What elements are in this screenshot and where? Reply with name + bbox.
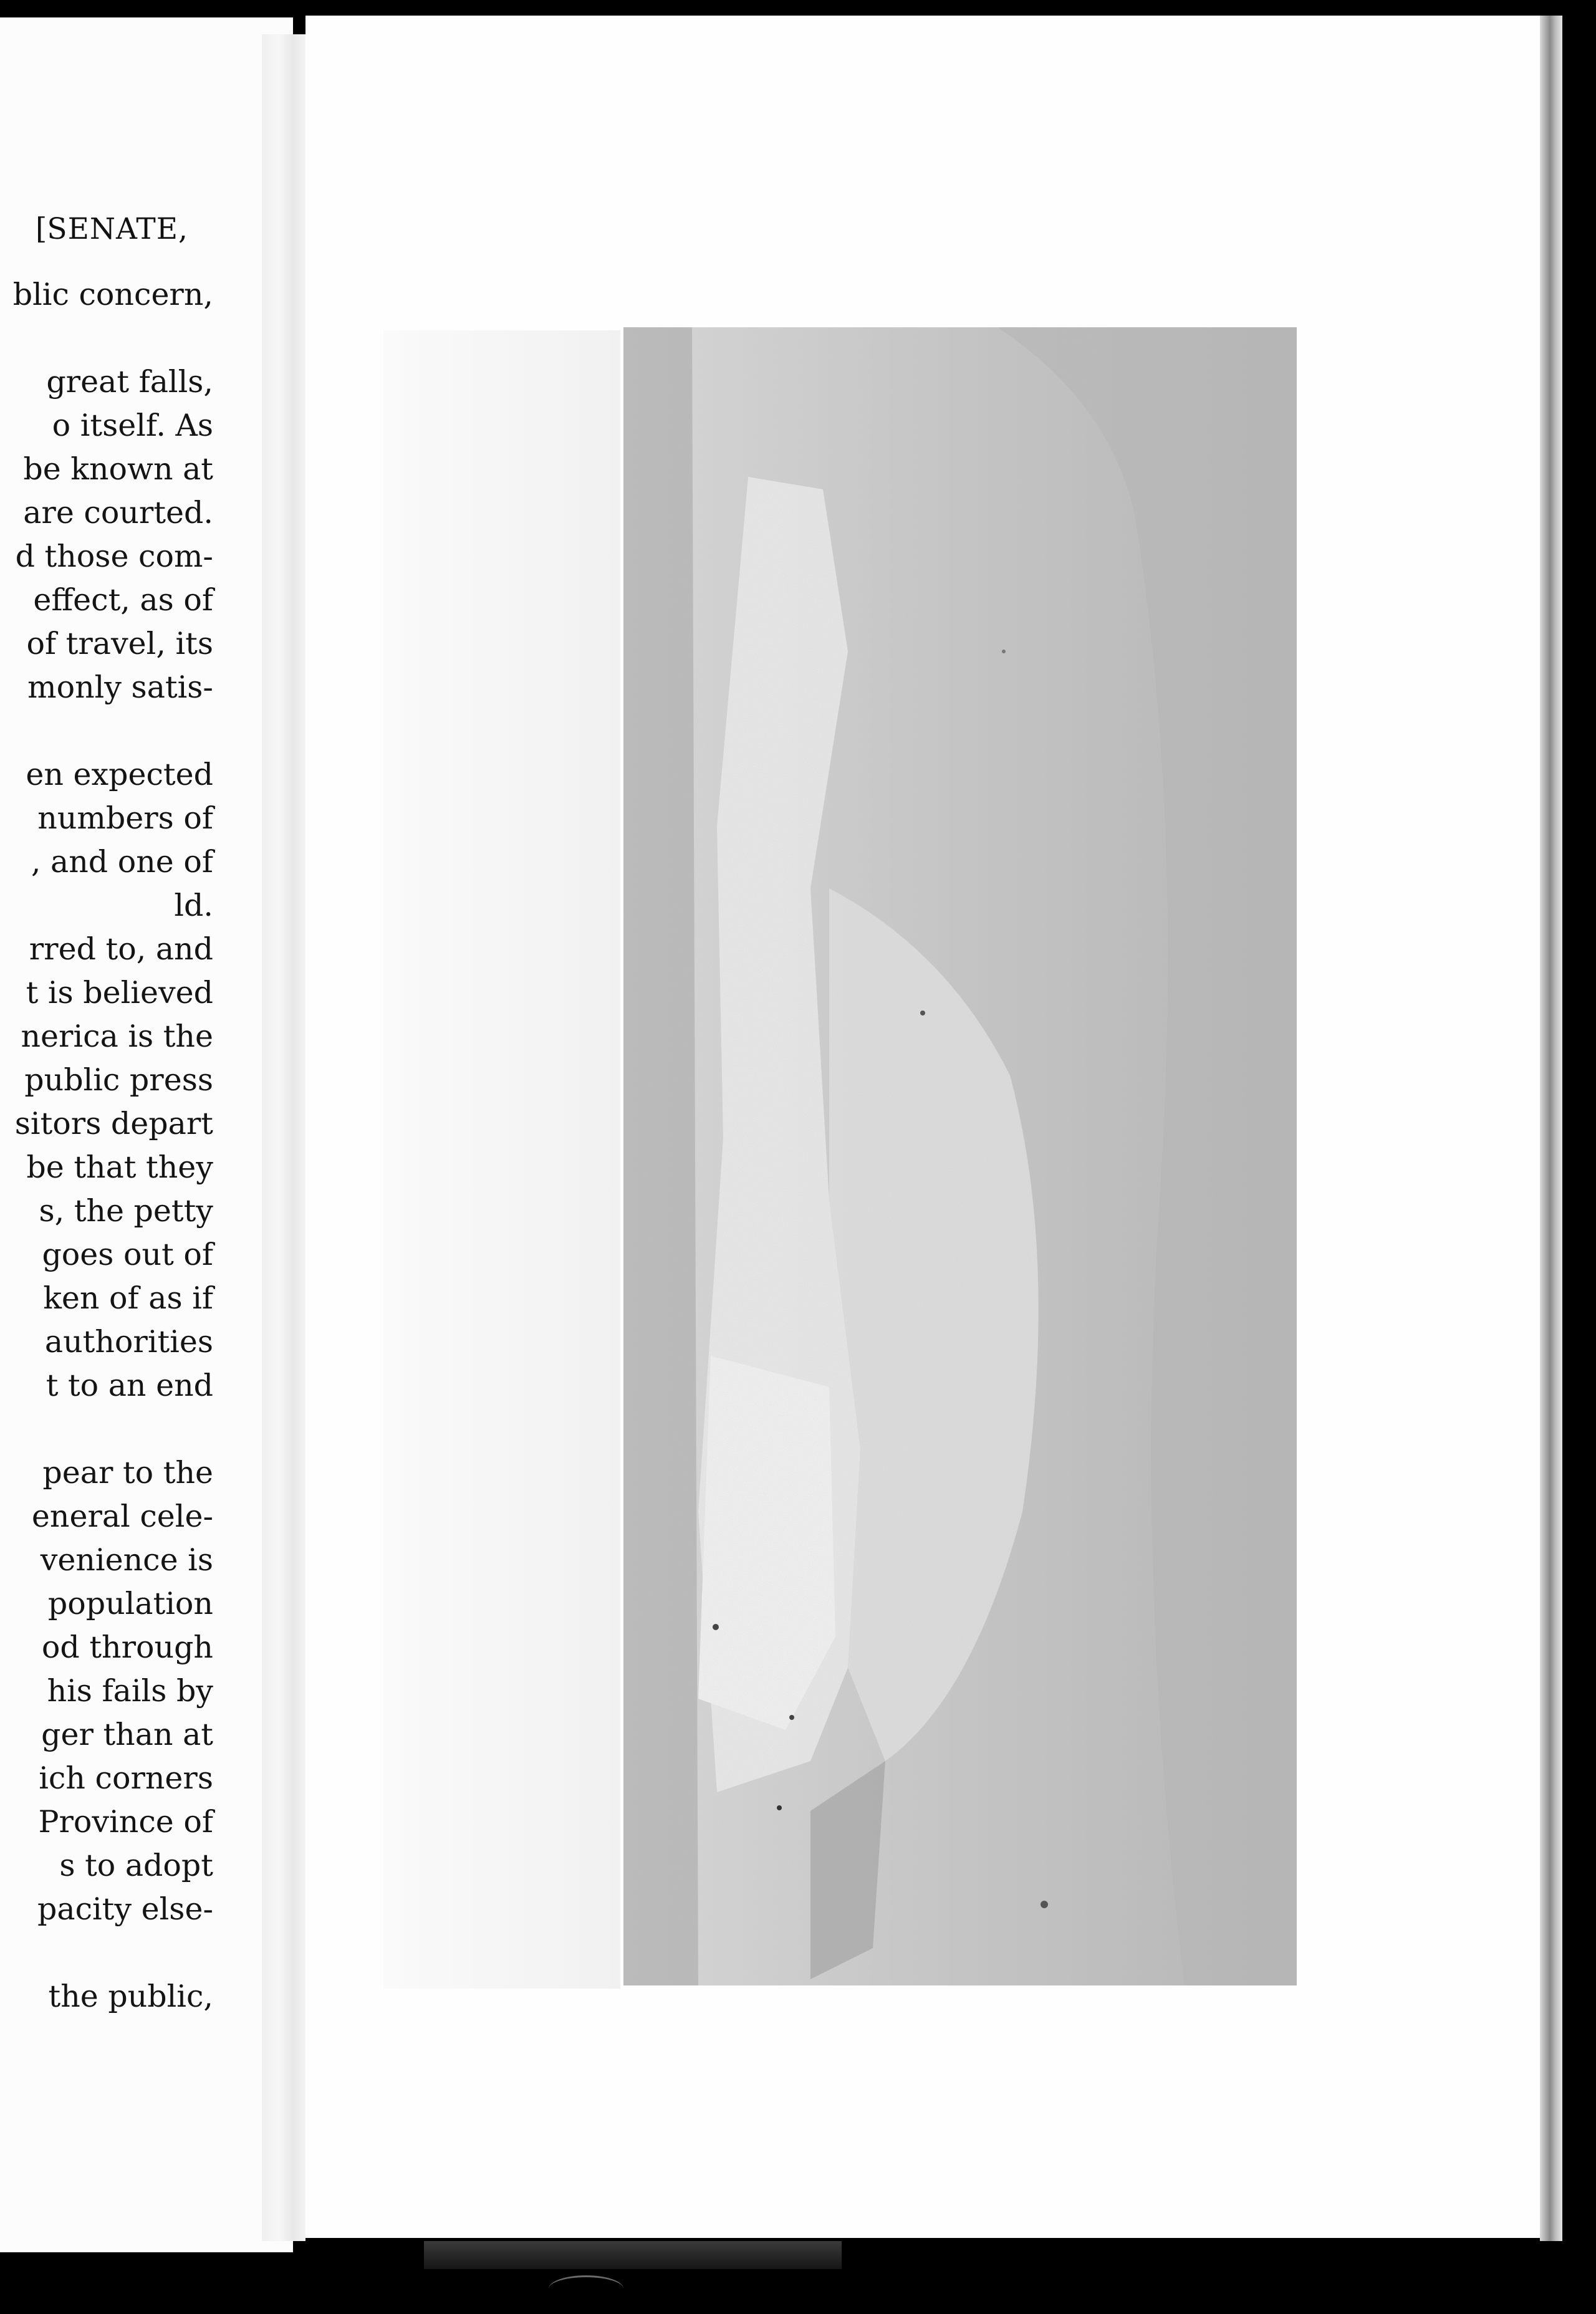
text-line: d those com-: [15, 539, 213, 574]
faded-landscape-photograph-icon: [623, 327, 1297, 1985]
text-line: population: [47, 1586, 213, 1621]
plate-tissue-edge: [383, 330, 620, 1989]
paragraph-gap: [1, 1408, 213, 1451]
running-head: [36, 212, 188, 246]
paragraph-gap: [1, 1931, 213, 1975]
text-line: goes out of: [42, 1237, 213, 1272]
paragraph-gap: [1, 709, 213, 753]
text-line: be that they: [26, 1150, 213, 1185]
left-facing-page: [0, 17, 293, 2252]
paragraph-gap: [1, 317, 213, 360]
text-line: od through: [41, 1630, 213, 1665]
text-line: t to an end: [46, 1368, 213, 1403]
binding-strip: [424, 2241, 842, 2269]
text-line: public press: [24, 1062, 213, 1098]
running-head-bracket: [: [36, 212, 47, 246]
text-line: numbers of: [37, 800, 213, 836]
text-line: great falls,: [46, 364, 213, 400]
text-line: are courted.: [23, 495, 213, 530]
text-line: t is believed: [26, 975, 213, 1011]
text-line: eneral cele-: [31, 1499, 213, 1534]
text-line: Province of: [38, 1804, 213, 1840]
text-line: monly satis-: [27, 670, 213, 705]
text-line: authorities: [44, 1324, 213, 1360]
text-line: of travel, its: [26, 626, 213, 661]
text-line: s, the petty: [39, 1193, 213, 1229]
left-page-text: [1, 273, 213, 2019]
text-line: blic concern,: [12, 277, 213, 312]
text-line: his fails by: [47, 1673, 213, 1709]
text-line: ich corners: [39, 1760, 213, 1796]
text-line: the public,: [48, 1979, 213, 2014]
text-line: ld.: [174, 888, 213, 923]
text-line: en expected: [26, 757, 213, 792]
text-line: o itself. As: [52, 408, 213, 443]
text-line: be known at: [23, 451, 213, 487]
text-line: pacity else-: [37, 1891, 213, 1927]
text-line: nerica is the: [21, 1019, 213, 1054]
photographic-plate: [623, 327, 1297, 1985]
text-line: rred to, and: [29, 931, 213, 967]
running-head-title: SENATE,: [47, 212, 188, 246]
text-line: ger than at: [41, 1717, 213, 1752]
text-line: , and one of: [31, 844, 213, 880]
text-line: sitors depart: [14, 1106, 213, 1141]
page-gutter: [262, 34, 305, 2241]
text-line: venience is: [40, 1542, 213, 1578]
text-line: pear to the: [42, 1455, 213, 1491]
text-line: ken of as if: [43, 1280, 213, 1316]
binding-thread: [549, 2275, 623, 2302]
text-line: s to adopt: [59, 1848, 213, 1883]
text-line: effect, as of: [33, 582, 213, 618]
book-edge: [1540, 16, 1562, 2241]
